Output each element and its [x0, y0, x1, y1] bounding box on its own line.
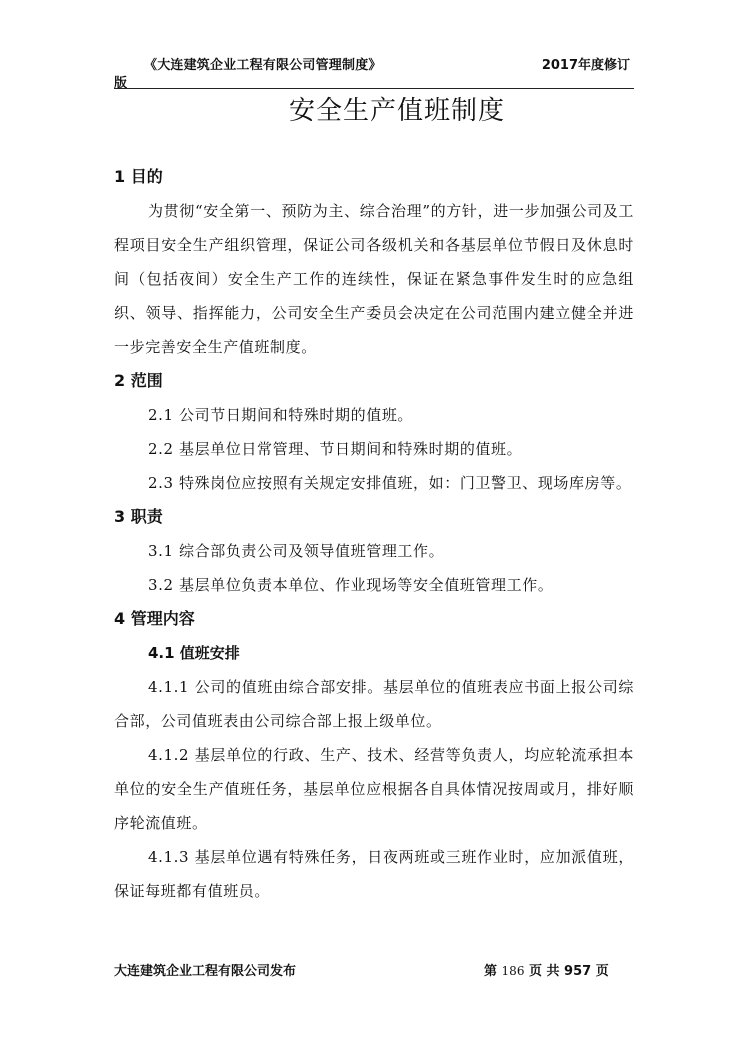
section-scope [114, 364, 634, 500]
subsection-heading: 4.1 值班安排 [148, 644, 240, 662]
page-total: 957 [564, 964, 592, 979]
page-prefix: 第 [484, 964, 498, 979]
paragraph: 3.1 综合部负责公司及领导值班管理工作。 [148, 542, 445, 560]
page-header [114, 52, 634, 89]
section-purpose [114, 160, 634, 364]
section-heading: 2 范围 [114, 371, 163, 390]
paragraph: 2.1 公司节日期间和特殊时期的值班。 [148, 406, 414, 424]
page-number: 186 [501, 964, 525, 978]
header-edition: 2017年度修订 [541, 58, 630, 73]
page-suffix: 页 [595, 964, 609, 979]
header-edition-wrap: 版 [114, 76, 128, 91]
document-body [114, 160, 634, 908]
page-footer [114, 960, 634, 980]
paragraph: 2.3 特殊岗位应按照有关规定安排值班，如：门卫警卫、现场库房等。 [148, 474, 632, 492]
section-heading: 1 目的 [114, 167, 163, 186]
paragraph: 4.1.1 公司的值班由综合部安排。基层单位的值班表应书面上报公司综合部，公司值班表由公司综合部上报上级单位。 [114, 678, 634, 730]
page-mid: 页 共 [528, 964, 560, 979]
paragraph: 3.2 基层单位负责本单位、作业现场等安全值班管理工作。 [148, 576, 554, 594]
paragraph: 4.1.2 基层单位的行政、生产、技术、经营等负责人，均应轮流承担本单位的安全生产值班任务，基层单位应根据各自具体情况按周或月，排好顺序轮流值班。 [114, 746, 634, 832]
paragraph: 为贯彻“安全第一、预防为主、综合治理”的方针，进一步加强公司及工程项目安全生产组织管理，保证公司各级机关和各基层单位节假日及休息时间（包括夜间）安全生产工作的连续性，保证在紧急事件发生时的应急组织、领导、指挥能力，公司安全生产委员会决定在公司范围内建立健全并进一步完善安全生产值班制度。 [114, 202, 634, 356]
paragraph: 2.2 基层单位日常管理、节日期间和特殊时期的值班。 [148, 440, 523, 458]
section-management [114, 602, 634, 908]
section-heading: 4 管理内容 [114, 609, 195, 628]
section-responsibilities [114, 500, 634, 602]
section-heading: 3 职责 [114, 507, 163, 526]
page-indicator [484, 960, 609, 979]
document-title: 安全生产值班制度 [288, 96, 505, 126]
footer-publisher: 大连建筑企业工程有限公司发布 [114, 964, 297, 979]
paragraph: 4.1.3 基层单位遇有特殊任务，日夜两班或三班作业时，应加派值班，保证每班都有值班员。 [114, 848, 634, 900]
header-title: 《大连建筑企业工程有限公司管理制度》 [144, 58, 382, 73]
